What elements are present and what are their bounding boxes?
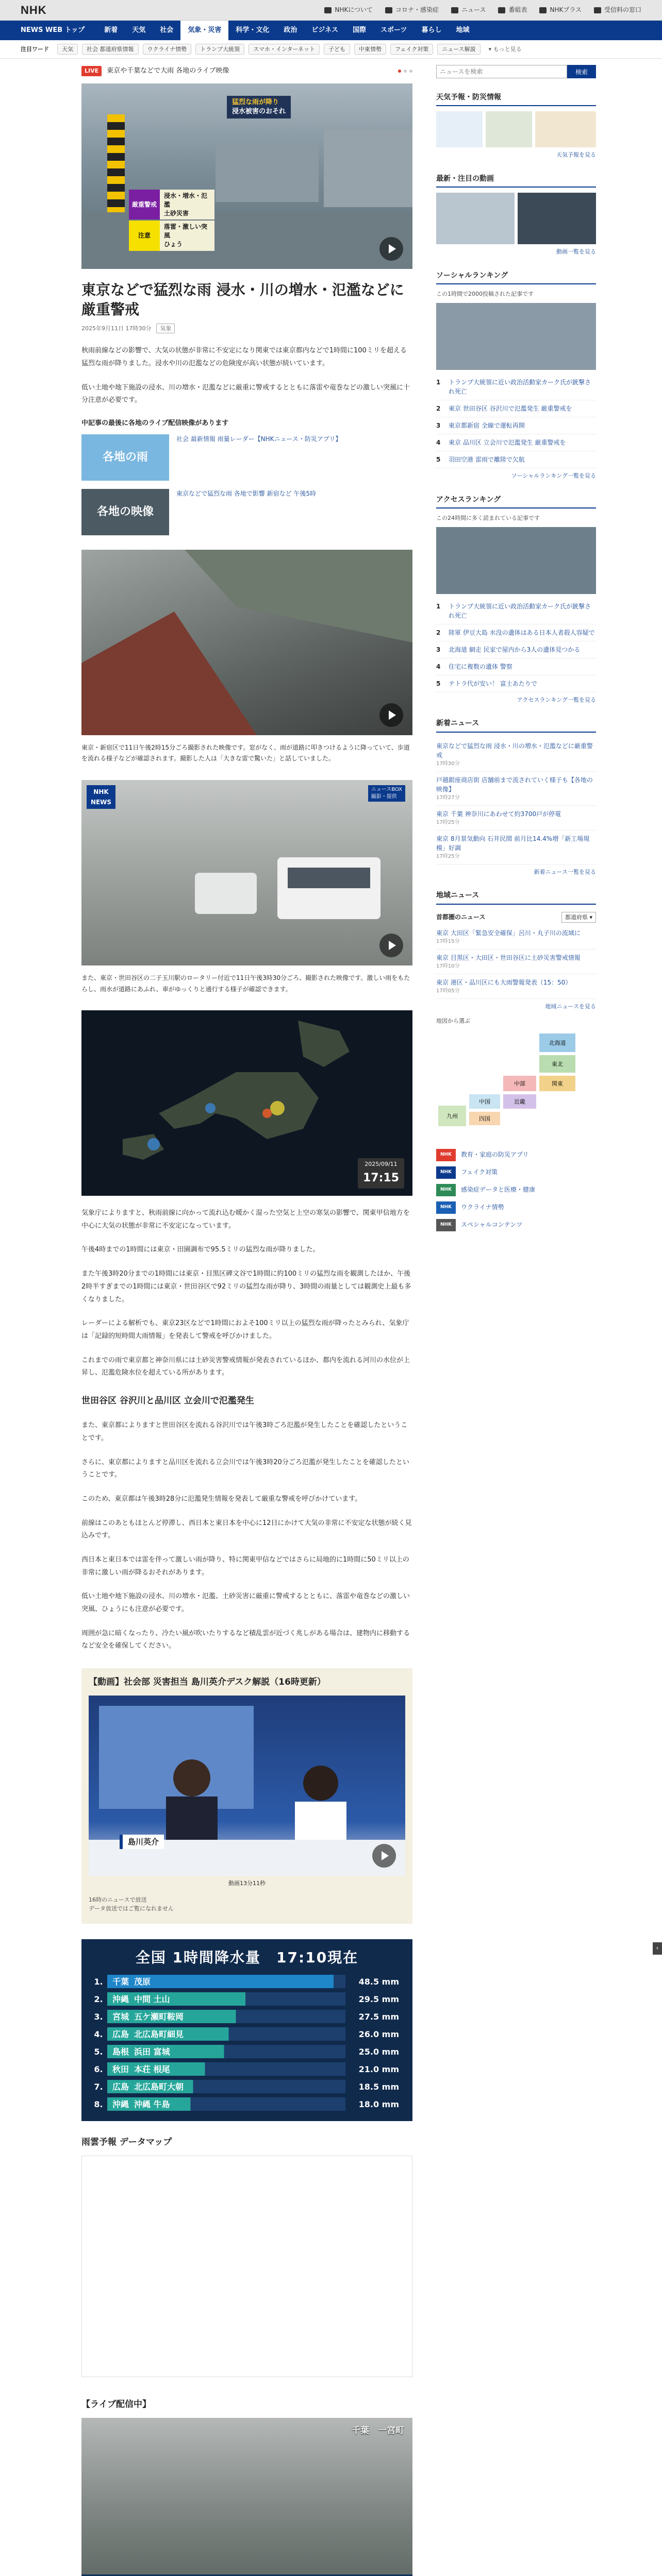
news-date: 17時30分 <box>436 760 460 767</box>
rank-link[interactable]: 住宅に複数の遺体 警察 <box>449 663 512 670</box>
hero-label: 猛烈な雨が降り <box>232 98 279 106</box>
nav-region[interactable]: 地域 <box>456 26 470 34</box>
news-link[interactable]: 東京 8月景気動向 石井民間 前月比14.4%増「新工場規模」好調 <box>436 835 590 852</box>
rainfall-bar <box>107 2010 345 2023</box>
play-button-icon[interactable] <box>372 1844 396 1868</box>
article-column <box>21 59 412 2576</box>
news-date: 17時27分 <box>436 794 460 801</box>
rainfall-place: 茂原 <box>134 1976 151 1987</box>
rank-link[interactable]: 羽田空港 雷雨で離陸で欠航 <box>449 455 525 463</box>
social-ranking-box <box>436 270 596 481</box>
caution-badge: 注意 <box>129 221 160 250</box>
rank-link[interactable]: 東京 世田谷区 谷沢川で氾濫発生 厳重警戒を <box>449 404 572 412</box>
social-ranking-item[interactable] <box>436 417 596 434</box>
article-paragraph: さらに、東京都によりますと品川区を流れる立会川では午後3時20分ごろ氾濫が発生したことを確認したということです。 <box>81 1458 409 1479</box>
region-label-map[interactable]: 中国 <box>479 1098 490 1106</box>
play-icon <box>539 7 547 13</box>
rank-number: 2 <box>436 404 441 412</box>
news-date: 17時05分 <box>436 988 460 994</box>
rainfall-rank: 3. <box>94 2011 103 2022</box>
play-button-icon[interactable] <box>379 934 403 957</box>
article-paragraph: 気象庁によりますと、秋雨前線に向かって流れ込む暖かく湿った空気と上空の寒気の影響で、関東甲信地方を中心に大気の状態が非常に不安定になっています。 <box>81 1209 410 1230</box>
region-map-label: 地図から選ぶ <box>436 1017 470 1024</box>
news-link[interactable]: 東京 千葉 神奈川にあわせて約3700戸が停電 <box>436 810 561 818</box>
nav-disaster[interactable]: 気象・災害 <box>180 21 228 40</box>
video-caption: 東京・新宿区で11日午後2時15分ごろ撮影された映像です。窓がなく、雨が道路に叩きつけるように降っていて、歩道を流れる様子などが確認されます。撮影した人は「大きな雷で驚いた」と話していました。 <box>81 743 410 762</box>
speaker-name: 島川英介 <box>120 1835 164 1849</box>
new-news-item[interactable] <box>436 772 596 806</box>
access-ranking-box <box>436 494 596 705</box>
hero-video[interactable] <box>81 83 412 269</box>
nav-weather[interactable]: 天気 <box>132 26 146 34</box>
article-paragraph: また、東京都によりますと世田谷区を流れる谷沢川では午後3時ごろ氾濫が発生したことを確認したということです。 <box>81 1421 408 1442</box>
news-link[interactable]: 東京 目黒区・大田区・世田谷区に土砂災害警戒情報 <box>436 954 581 962</box>
rainfall-pref: 宮城 <box>112 2011 129 2022</box>
rank-link[interactable]: 東京都新宿 全線で運転再開 <box>449 421 525 429</box>
article-paragraph: 秋雨前線などの影響で、大気の状態が非常に不安定になり関東では東京都内などで1時間に100ミリを超える猛烈な雨が降りました。浸水や川の氾濫などの危険度が高い状態が続いています。 <box>81 347 407 367</box>
weather-box <box>436 92 596 160</box>
rank-link[interactable]: トランプ大統領に近い政治活動家カーク氏が銃撃され死亡 <box>449 378 591 395</box>
external-link[interactable] <box>436 1149 596 1161</box>
rainfall-place: 沖縄 牛島 <box>134 2099 170 2109</box>
article-paragraph: 前線はこのあともほとんど停滞し、西日本と東日本を中心に12日にかけて大気の非常に不安定な状態が続く見込みです。 <box>81 1519 412 1540</box>
rainfall-place: 本荘 根尾 <box>134 2064 170 2074</box>
weather-thumb[interactable] <box>486 111 532 147</box>
live-badge: LIVE <box>81 66 102 76</box>
nav-society[interactable]: 社会 <box>160 26 174 34</box>
rainfall-value: 25.0 mm <box>358 2046 399 2057</box>
video-thumb[interactable] <box>518 193 596 244</box>
rank-number: 1 <box>436 602 441 610</box>
article-title: 東京などで猛烈な雨 浸水・川の増水・氾濫などに厳重警戒 <box>81 281 404 318</box>
related-link-text[interactable]: 社会 最新情報 雨量レーダー【NHKニュース・防災アプリ】 <box>176 435 342 443</box>
warning-sub: 浸水・増水・氾濫 <box>164 192 208 208</box>
rainfall-place: 浜田 富城 <box>134 2046 170 2057</box>
region-news-item[interactable] <box>436 974 596 999</box>
rank-link[interactable]: 北海道 網走 民家で屋内から3人の遺体見つかる <box>449 646 581 653</box>
rank-link[interactable]: トランプ大統領に近い政治活動家カーク氏が銃撃され死亡 <box>449 602 591 619</box>
rainfall-rank: 1. <box>94 1976 103 1987</box>
region-label-map[interactable]: 中部 <box>514 1080 525 1088</box>
region-more-link[interactable]: 地域ニュースを見る <box>545 1003 596 1010</box>
region-label-map[interactable]: 九州 <box>446 1113 458 1120</box>
search-input[interactable] <box>436 65 567 78</box>
nav-politics[interactable]: 政治 <box>284 26 297 34</box>
weather-thumb[interactable] <box>436 111 483 147</box>
trending-chip[interactable]: 天気 <box>57 44 78 55</box>
rainfall-pref: 島根 <box>112 2046 129 2057</box>
region-news-box <box>436 890 596 1136</box>
rainfall-place: 中間 土山 <box>134 1994 170 2004</box>
access-ranking-item[interactable] <box>436 624 596 641</box>
news-link[interactable]: 戸越銀座商店街 店舗前まで流されていく様子も【各地の映像】 <box>436 776 593 793</box>
video-thumb[interactable] <box>436 193 515 244</box>
region-select[interactable]: 都道府県 ▾ <box>561 912 596 923</box>
access-ranking-item[interactable] <box>436 675 596 692</box>
social-ranking-sub: この1時間で2000投稿された記事です <box>436 291 534 298</box>
nav-brand[interactable]: NEWS WEB トップ <box>21 26 85 34</box>
warning-sub-2: 土砂災害 <box>164 209 189 217</box>
region-tab-row <box>436 910 596 925</box>
rainfall-value: 26.0 mm <box>358 2029 399 2039</box>
social-more-link[interactable]: ソーシャルランキング一覧を見る <box>511 472 596 479</box>
top-link-about[interactable]: NHKについて <box>324 5 373 15</box>
new-news-item[interactable] <box>436 738 596 772</box>
rainfall-bar <box>107 2027 345 2041</box>
external-link-text[interactable]: 教育・家庭の防災アプリ <box>461 1151 529 1159</box>
top-link-news[interactable]: ニュース <box>451 5 486 15</box>
latest-video-title: 最新・注目の動画 <box>436 173 596 188</box>
external-link[interactable] <box>436 1219 596 1231</box>
access-ranking-item[interactable] <box>436 641 596 658</box>
top-link-program[interactable]: 番組表 <box>498 5 527 15</box>
article-meta <box>81 324 412 334</box>
radar-clock: 17:15 <box>362 1171 399 1184</box>
rainfall-value: 27.5 mm <box>358 2011 399 2022</box>
trending-more-link[interactable]: ▾ もっと見る <box>488 45 522 53</box>
access-ranking-sub: この24時間に多く読まれている記事です <box>436 514 540 521</box>
external-link[interactable] <box>436 1184 596 1196</box>
video-duration: 動画13分11秒 <box>228 1880 266 1887</box>
hero-overlay <box>227 96 291 118</box>
hero-warning-panel <box>129 190 214 251</box>
access-ranking-item[interactable] <box>436 658 596 675</box>
news-date: 17時25分 <box>436 853 460 859</box>
rainfall-place: 北広島町大朝 <box>134 2081 184 2092</box>
rain-data-map[interactable] <box>81 2156 412 2377</box>
social-ranking-item[interactable] <box>436 434 596 451</box>
news-link[interactable]: 東京 大田区「緊急安全確保」呂川・丸子川の流域に <box>436 929 581 937</box>
mask-icon <box>385 7 392 13</box>
top-links <box>324 5 641 15</box>
article-paragraph: 低い土地や地下施設の浸水、川の増水・氾濫などに厳重に警戒するとともに落雷や竜巻などの激しい突風に十分注意が必要です。 <box>81 383 410 404</box>
rainfall-bar <box>107 1992 345 2006</box>
app-icon: NHK <box>436 1149 456 1161</box>
news-post-box: ニュースBOX 撮影・提供 <box>368 785 405 802</box>
access-more-link[interactable]: アクセスランキング一覧を見る <box>517 696 596 703</box>
nav-business[interactable]: ビジネス <box>311 26 338 34</box>
video-sub: 16時のニュースで放送 <box>89 1896 147 1903</box>
video-sub: データ放送ではご覧になれません <box>89 1905 174 1912</box>
rainfall-place: 北広島町細見 <box>134 2029 184 2039</box>
rank-link[interactable]: 東京 品川区 立会川で氾濫発生 厳重警戒を <box>449 438 566 446</box>
search-bar <box>436 65 596 78</box>
rainfall-rank: 5. <box>94 2046 103 2057</box>
latest-video-box <box>436 173 596 257</box>
rainfall-row <box>92 1991 402 2007</box>
region-label: 首都圏のニュース <box>436 913 486 921</box>
news-date: 17時10分 <box>436 963 460 970</box>
bus-scene <box>81 780 412 965</box>
social-ranking-item[interactable] <box>436 374 596 400</box>
rank-number: 2 <box>436 629 441 636</box>
fake-icon: NHK <box>436 1166 456 1179</box>
trending-chip[interactable]: 中東情勢 <box>354 44 386 55</box>
article-paragraph: 低い土地や地下施設の浸水、川の増水・氾濫、土砂災害に厳重に警戒するとともに、落雷や竜巻などの激しい突風、ひょうにも注意が必要です。 <box>81 1592 410 1614</box>
rainfall-bar <box>107 2097 345 2111</box>
live-bar[interactable] <box>81 59 412 83</box>
region-label-map[interactable]: 関東 <box>552 1080 563 1088</box>
access-ranking-image[interactable] <box>436 527 596 594</box>
top-bar <box>0 0 662 21</box>
access-ranking-title: アクセスランキング <box>436 494 596 509</box>
rainfall-rank: 4. <box>94 2029 103 2039</box>
article-paragraph: 午後4時までの1時間には東京・田園調布で95.5ミリの猛烈な雨が降りました。 <box>81 1246 320 1254</box>
trending-chip[interactable]: スマホ・インターネット <box>249 44 320 55</box>
nhk-logo[interactable]: NHK <box>21 3 47 16</box>
rainfall-value: 29.5 mm <box>358 1994 399 2004</box>
region-label-map[interactable]: 北海道 <box>549 1040 566 1047</box>
camera-location: 千葉 一宮町 <box>352 2426 404 2436</box>
tv-icon <box>498 7 505 13</box>
live-text[interactable]: 東京や千葉などで大雨 各地のライブ映像 <box>107 66 229 75</box>
rain-map-heading: 雨雲予報 データマップ <box>81 2137 172 2147</box>
explainer-video[interactable] <box>89 1696 405 1876</box>
rainfall-rank: 8. <box>94 2099 103 2109</box>
rainfall-row <box>92 2096 402 2112</box>
related-link[interactable] <box>81 434 412 481</box>
rainfall-pref: 秋田 <box>112 2064 129 2074</box>
radar-date: 2025/09/11 <box>365 1161 398 1168</box>
external-link-text[interactable]: ウクライナ情勢 <box>461 1204 504 1211</box>
special-icon: NHK <box>436 1219 456 1231</box>
related-link[interactable] <box>81 489 412 535</box>
top-link-plus[interactable]: NHKプラス <box>539 5 582 15</box>
radar-map-video[interactable] <box>81 1010 412 1196</box>
external-link[interactable] <box>436 1166 596 1179</box>
news-link[interactable]: 東京などで猛烈な雨 浸水・川の増水・氾濫などに厳重警戒 <box>436 742 593 759</box>
external-links <box>436 1149 596 1231</box>
live-camera-video[interactable] <box>81 2418 412 2576</box>
article-tag[interactable]: 気象 <box>156 324 175 334</box>
video-shinjuku[interactable] <box>81 550 412 735</box>
article-date: 2025年9月11日 17時30分 <box>81 325 152 332</box>
article-paragraph: 周囲が急に暗くなったり、冷たい風が吹いたりするなど積乱雲が近づく兆しがある場合は、建物内に移動するなど安全を確保してください。 <box>81 1629 410 1650</box>
rank-number: 4 <box>436 438 441 446</box>
sidebar <box>436 59 596 2576</box>
external-link-text[interactable]: フェイク対策 <box>461 1168 498 1176</box>
ukraine-icon: NHK <box>436 1201 456 1214</box>
region-news-item[interactable] <box>436 925 596 950</box>
rank-number: 3 <box>436 646 441 653</box>
new-news-item[interactable] <box>436 831 596 865</box>
new-news-item[interactable] <box>436 806 596 831</box>
rainfall-pref: 広島 <box>112 2081 129 2092</box>
rank-number: 4 <box>436 663 441 670</box>
rank-number: 5 <box>436 455 441 463</box>
scroll-handle-icon[interactable]: ‹ <box>653 1942 662 1955</box>
weather-more-link[interactable]: 天気予報を見る <box>556 151 596 159</box>
rainfall-bar <box>107 1975 345 1988</box>
health-icon: NHK <box>436 1184 456 1196</box>
yen-icon <box>594 7 601 13</box>
region-label-map[interactable]: 四国 <box>479 1115 490 1123</box>
search-button[interactable]: 検索 <box>567 65 596 78</box>
video-more-link[interactable]: 動画一覧を見る <box>556 248 596 256</box>
external-link[interactable] <box>436 1201 596 1214</box>
rainfall-rank: 6. <box>94 2064 103 2074</box>
caution-sub-2: ひょう <box>164 240 183 248</box>
trending-chip[interactable]: フェイク対策 <box>390 44 433 55</box>
weather-thumbs[interactable] <box>436 111 596 147</box>
trending-chip[interactable]: ウクライナ情勢 <box>143 44 192 55</box>
trending-label: 注目ワード <box>21 45 49 53</box>
rainfall-value: 48.5 mm <box>358 1976 399 1987</box>
trending-chip[interactable]: ニュース解説 <box>437 44 480 55</box>
rainfall-bar <box>107 2062 345 2076</box>
nav-life[interactable]: 暮らし <box>421 26 442 34</box>
article-paragraph: このため、東京都は午後3時28分に氾濫発生情報を発表して厳重な警戒を呼びかけています。 <box>81 1495 362 1503</box>
rain-street-scene <box>81 550 412 735</box>
rainfall-pref: 沖縄 <box>112 2099 129 2109</box>
weather-title: 天気予報・防災情報 <box>436 92 596 106</box>
rainfall-value: 18.5 mm <box>358 2081 399 2092</box>
rank-number: 3 <box>436 421 441 429</box>
radar-timestamp <box>358 1158 404 1189</box>
news-date: 17時25分 <box>436 819 460 825</box>
main-nav <box>0 21 662 40</box>
rank-number: 1 <box>436 378 441 386</box>
external-link-text[interactable]: 感染症データと医療・健康 <box>461 1186 536 1194</box>
access-ranking-item[interactable] <box>436 598 596 624</box>
japan-region-map[interactable] <box>436 1028 596 1131</box>
top-link-fee[interactable]: 受信料の窓口 <box>594 5 641 15</box>
rainfall-row <box>92 2044 402 2060</box>
social-ranking-title: ソーシャルランキング <box>436 270 596 284</box>
external-link-text[interactable]: スペシャルコンテンツ <box>461 1221 523 1229</box>
article-paragraph: また午後3時20分までの1時間には東京・目黒区碑文谷で1時間に約100ミリの猛烈な雨を観測したほか、午後2時半すぎまでの1時間には東京・世田谷区で92ミリの猛烈な雨が降り、3時間の雨量としては観測史上最も多くなりました。 <box>81 1270 411 1303</box>
nhk-news-icon: NHK NEWS <box>87 785 115 809</box>
rainfall-row <box>92 1974 402 1990</box>
video-setagaya[interactable] <box>81 780 412 965</box>
nav-science[interactable]: 科学・文化 <box>236 26 270 34</box>
article-paragraph: これまでの雨で東京都と神奈川県には土砂災害警戒情報が発表されているほか、都内を流れる河川の水位が上昇し、氾濫危険水位を超えている所があります。 <box>81 1356 410 1377</box>
social-ranking-item[interactable] <box>436 400 596 417</box>
section-heading: 世田谷区 谷沢川と品川区 立会川で氾濫発生 <box>81 1395 254 1406</box>
rank-link[interactable]: テトラ代が安い！ 富士あたりで <box>449 680 537 687</box>
video-caption: また、東京・世田谷区の二子玉川駅のロータリー付近で11日午後3時30分ごろ、撮影された映像です。激しい雨をもたらし、雨水が道路にあふれ、車がゆっくりと通行する様子が確認できます。 <box>81 974 410 993</box>
rainfall-row <box>92 2061 402 2077</box>
trending-words <box>0 40 662 59</box>
rainfall-value: 18.0 mm <box>358 2099 399 2109</box>
live-note-heading: 中記事の最後に各地のライブ配信映像があります <box>81 419 229 427</box>
rainfall-ranking <box>81 1939 412 2121</box>
related-thumb: 各地の雨 <box>81 434 169 481</box>
rainfall-bar <box>107 2080 345 2093</box>
trending-chip[interactable]: 子ども <box>324 44 350 55</box>
rainfall-rank: 7. <box>94 2081 103 2092</box>
trending-chip[interactable]: 社会 都道府県情報 <box>82 44 139 55</box>
top-link-covid[interactable]: コロナ・感染症 <box>385 5 439 15</box>
play-button-icon[interactable] <box>379 237 403 261</box>
rainfall-value: 21.0 mm <box>358 2064 399 2074</box>
region-label-map[interactable]: 近畿 <box>514 1098 525 1106</box>
news-link[interactable]: 東京 港区・品川区にも大雨警報発表（15：50） <box>436 979 572 987</box>
rainfall-pref: 千葉 <box>112 1976 129 1987</box>
social-ranking-item[interactable] <box>436 451 596 468</box>
rainfall-row <box>92 2009 402 2025</box>
article-paragraph: 西日本と東日本では雷を伴って激しい雨が降り、特に関東甲信などではさらに局地的に1時間に50ミリ以上の非常に激しい雨が降るおそれがあります。 <box>81 1555 409 1577</box>
weather-thumb[interactable] <box>535 111 596 147</box>
nhk-icon <box>324 7 332 13</box>
new-news-title: 新着ニュース <box>436 718 596 732</box>
news-date: 17時15分 <box>436 939 460 945</box>
rainfall-rank: 2. <box>94 1994 103 2004</box>
nav-sports[interactable]: スポーツ <box>380 26 407 34</box>
region-news-item[interactable] <box>436 950 596 974</box>
new-news-box <box>436 718 596 876</box>
carousel-dots[interactable] <box>398 70 412 73</box>
live-heading: 【ライブ配信中】 <box>81 2399 151 2410</box>
region-label-map[interactable]: 東北 <box>552 1061 563 1068</box>
rainfall-row <box>92 2079 402 2095</box>
rainfall-bar <box>107 2045 345 2058</box>
rainfall-title: 全国 1時間降水量 17:10現在 <box>135 1949 359 1967</box>
hero-label-2: 浸水被害のおそれ <box>232 108 286 116</box>
rainfall-place: 五ケ瀬町鞍岡 <box>134 2011 184 2022</box>
explainer-title: 【動画】社会部 災害担当 島川英介デスク解説（16時更新） <box>89 1677 326 1688</box>
caution-sub: 落雷・激しい突風 <box>164 223 208 240</box>
rainfall-pref: 沖縄 <box>112 1994 129 2004</box>
related-thumb: 各地の映像 <box>81 489 169 535</box>
new-news-more-link[interactable]: 新着ニュース一覧を見る <box>534 868 596 875</box>
social-ranking-image[interactable] <box>436 303 596 370</box>
news-icon <box>451 7 458 13</box>
explainer-video-box <box>81 1668 412 1924</box>
region-news-title: 地域ニュース <box>436 890 596 904</box>
play-button-icon[interactable] <box>379 703 403 727</box>
article-paragraph: レーダーによる解析でも、東京23区などで1時間におよそ100ミリ以上の猛烈な雨が降ったとみられ、気象庁は「記録的短時間大雨情報」を発表して警戒を呼びかけました。 <box>81 1319 409 1340</box>
nav-international[interactable]: 国際 <box>352 26 366 34</box>
rank-number: 5 <box>436 680 441 687</box>
warning-badge: 厳重警戒 <box>129 190 160 219</box>
rank-link[interactable]: 陸軍 伊豆大島 水没の遺体はある日本人者殺人容疑で <box>449 629 595 636</box>
related-link-text[interactable]: 東京などで猛烈な雨 各地で影響 新宿など 午後5時 <box>176 489 317 497</box>
trending-chip[interactable]: トランプ大統領 <box>195 44 244 55</box>
rainfall-pref: 広島 <box>112 2029 129 2039</box>
nav-new[interactable]: 新着 <box>104 26 118 34</box>
rainfall-row <box>92 2026 402 2042</box>
